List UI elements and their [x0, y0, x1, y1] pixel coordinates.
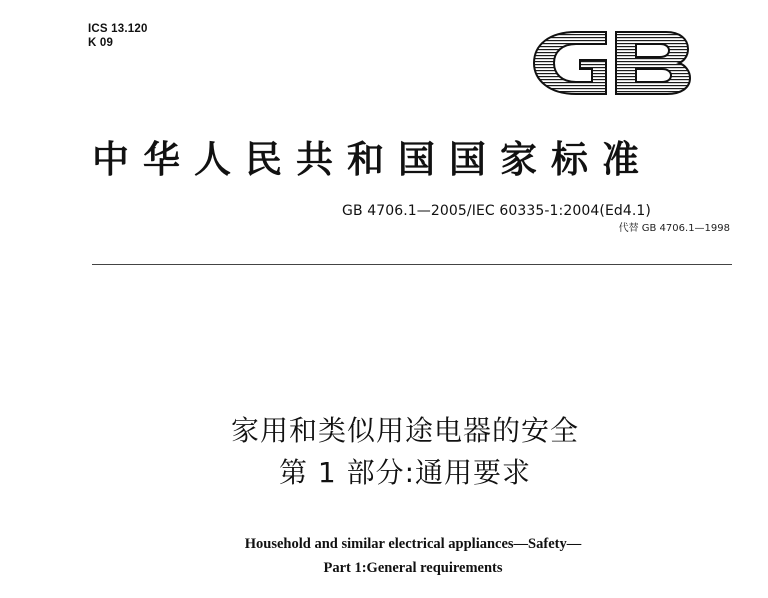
gb-standard-logo-icon — [526, 22, 696, 104]
header-divider — [92, 264, 732, 265]
chinese-title — [0, 410, 768, 494]
english-title — [0, 532, 768, 580]
national-standard-title: 中华人民共和国国家标准 — [92, 138, 653, 181]
ccs-code: K 09 — [88, 37, 114, 49]
english-title-line-2: Part 1:General requirements — [323, 560, 503, 576]
standard-number: GB 4706.1—2005/IEC 60335-1:2004(Ed4.1) — [342, 203, 651, 219]
chinese-title-line-2: 第 1 部分:通用要求 — [278, 456, 532, 489]
english-title-line-1: Household and similar electrical appliances—Safety— — [244, 536, 582, 552]
classification-codes — [88, 22, 148, 50]
ics-code: ICS 13.120 — [88, 23, 148, 35]
chinese-title-line-1: 家用和类似用途电器的安全 — [230, 414, 579, 447]
replaces-standard: 代替 GB 4706.1—1998 — [618, 223, 730, 234]
